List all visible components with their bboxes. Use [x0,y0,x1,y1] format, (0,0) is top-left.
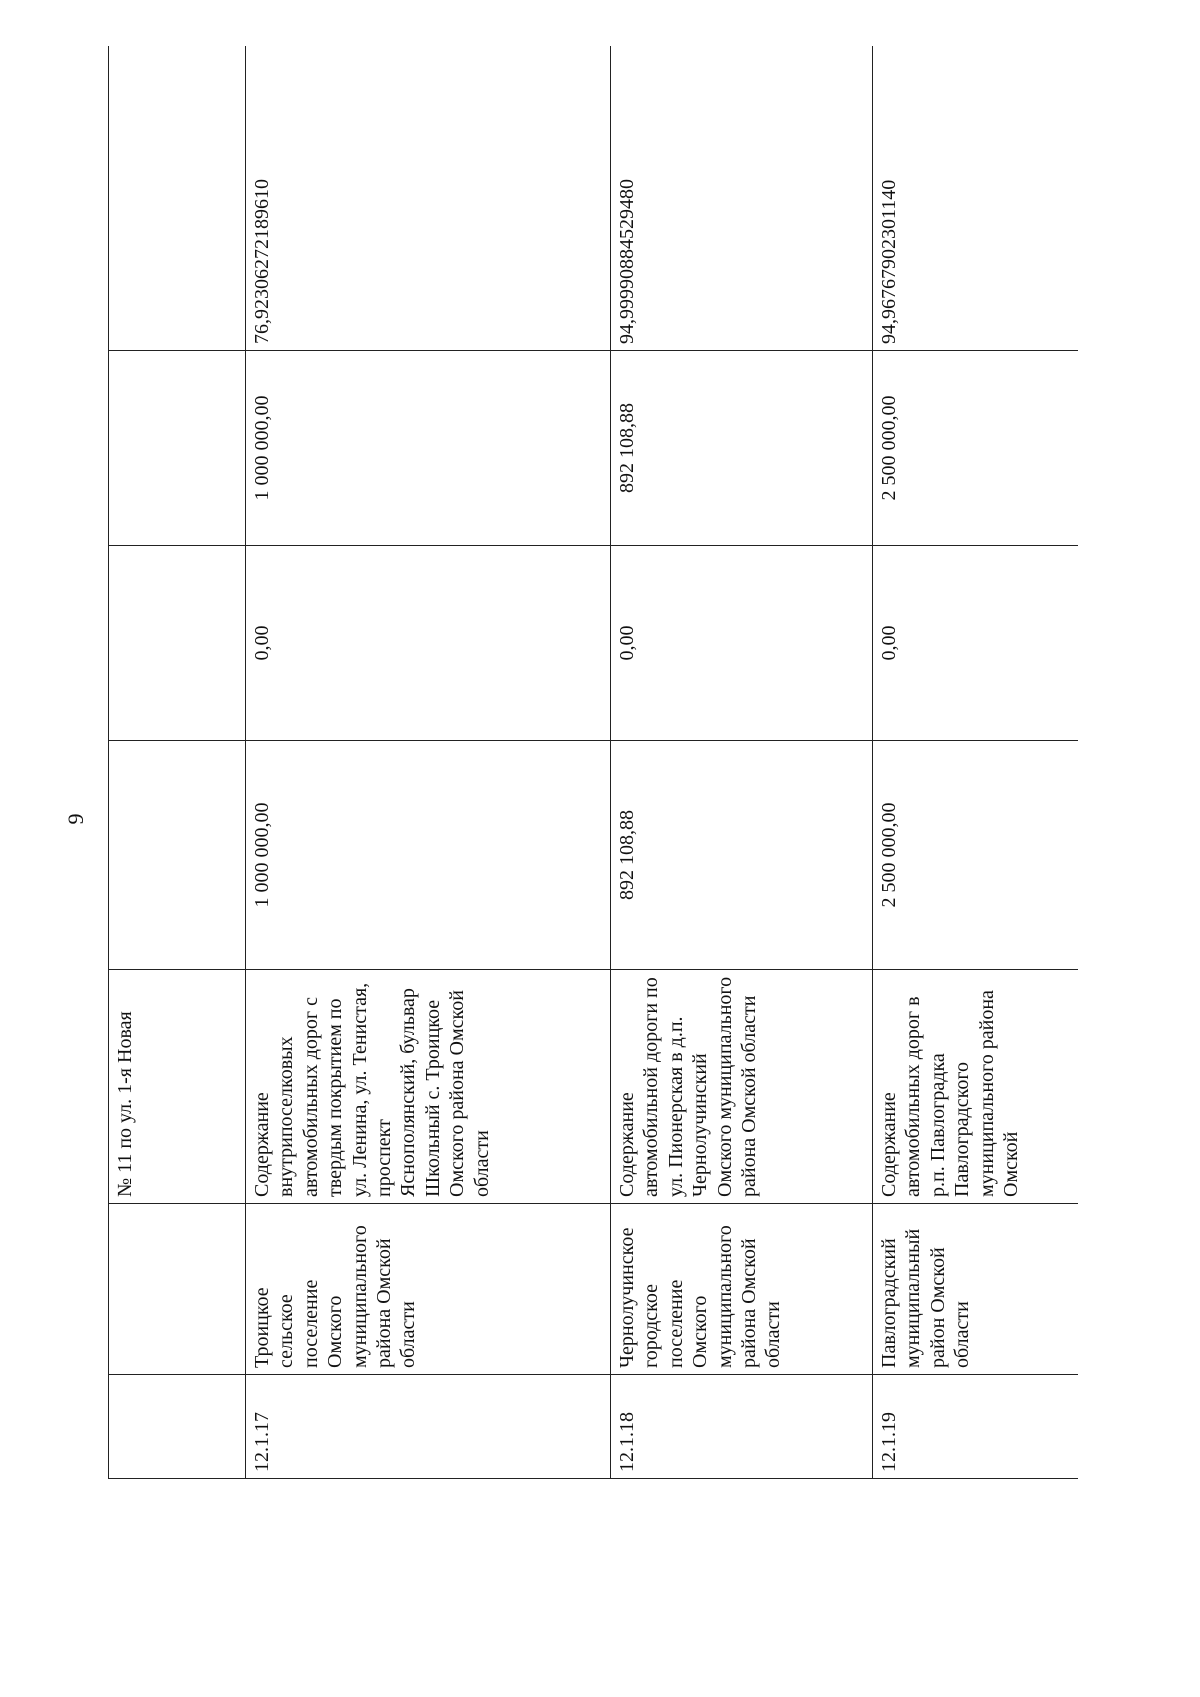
settlement-cell [109,1204,246,1375]
amount2-cell: 0,00 [611,546,873,741]
settlement-cell: Троицкое сельское поселение Омского муниципального района Омской области [246,1204,611,1375]
description-cell: № 11 по ул. 1-я Новая [109,970,246,1204]
amount-cell: 892 108,88 [611,741,873,970]
table-row [246,46,611,1479]
percent-cell: 94,96767902301140 [873,46,1079,351]
amount3-cell: 1 000 000,00 [246,351,611,546]
percent-cell [109,46,246,351]
percent-cell: 76,92306272189610 [246,46,611,351]
amount-cell: 2 500 000,00 [873,741,1079,970]
row-code-cell [109,1375,246,1479]
percent-cell: 94,99990884529480 [611,46,873,351]
table-row [873,46,1079,1479]
rotated-table-area [108,46,1078,1479]
amount2-cell: 0,00 [873,546,1079,741]
amount-cell [109,741,246,970]
description-cell: Содержание автомобильной дороги по ул. Пионерская в д.п. Чернолучинский Омского муниципального района Омской области [611,970,873,1204]
row-code-cell: 12.1.19 [873,1375,1079,1479]
settlement-cell: Павлоградский муниципальный район Омской области [873,1204,1079,1375]
amount2-cell: 0,00 [246,546,611,741]
description-cell: Содержание автомобильных дорог в р.п. Павлоградка Павлоградского муниципального района Омской [873,970,1079,1204]
settlement-cell: Чернолучинское городское поселение Омского муниципального района Омской области [611,1204,873,1375]
amount2-cell [109,546,246,741]
page-number: 9 [63,813,88,825]
table-row [611,46,873,1479]
amount3-cell [109,351,246,546]
amount-cell: 1 000 000,00 [246,741,611,970]
row-code-cell: 12.1.17 [246,1375,611,1479]
description-cell: Содержание внутрипоселковых автомобильных дорог с твердым покрытием по ул. Ленина, ул. Тенистая, проспект Яснополянский, бульвар Школьный с. Троицкое Омского района Омской области [246,970,611,1204]
table-row [109,46,246,1479]
data-table [108,46,1078,1479]
amount3-cell: 2 500 000,00 [873,351,1079,546]
amount3-cell: 892 108,88 [611,351,873,546]
row-code-cell: 12.1.18 [611,1375,873,1479]
rotated-content [108,46,1078,1479]
